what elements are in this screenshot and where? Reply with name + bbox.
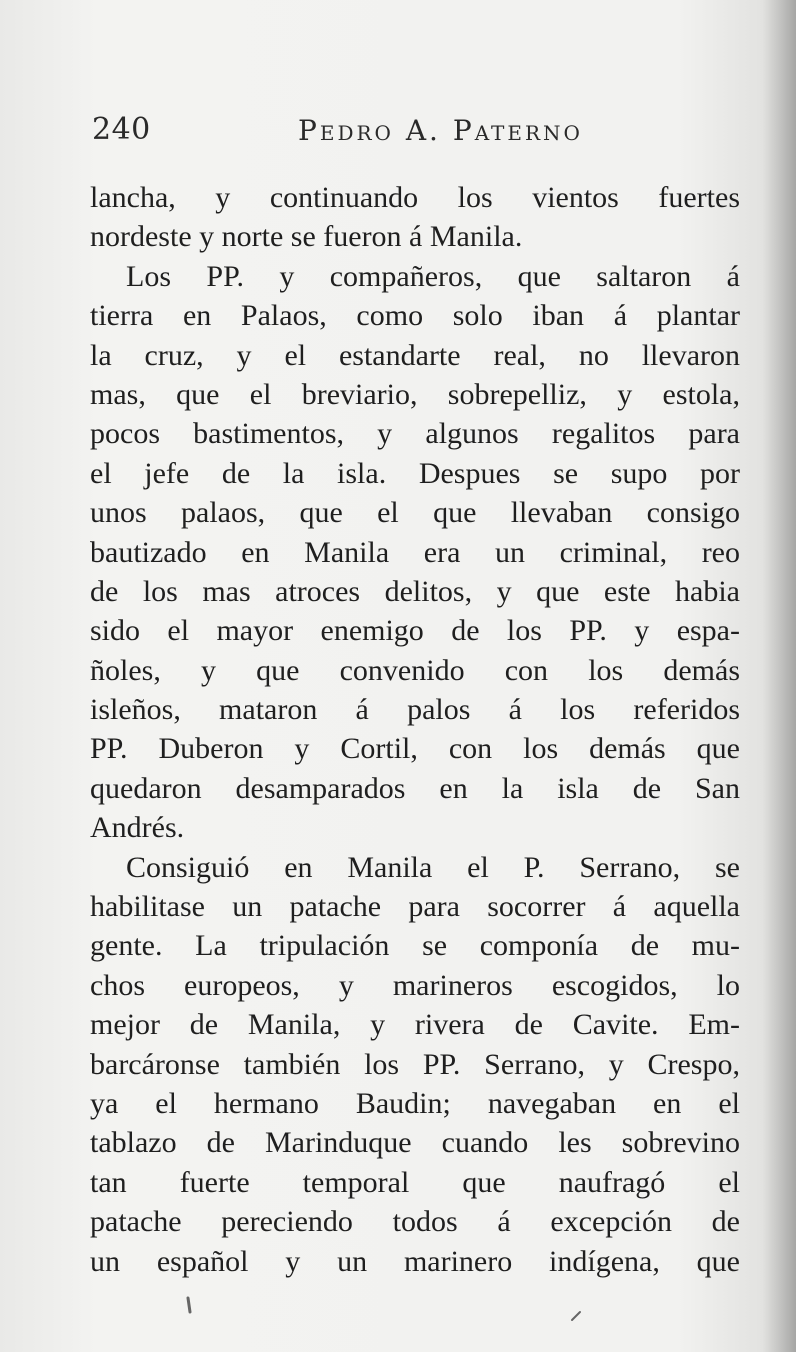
page-number: 240: [92, 112, 151, 147]
text-line: pocos bastimentos, y algunos regalitos para: [90, 417, 740, 451]
ink-speck-mark: [188, 1298, 190, 1312]
page-header: [92, 108, 742, 154]
text-line: mejor de Manila, y rivera de Cavite. Em-: [90, 1008, 740, 1042]
text-line: isleños, mataron á palos á los referidos: [90, 693, 740, 727]
text-line: patache pereciendo todos á excepción de: [90, 1205, 740, 1239]
text-line: tierra en Palaos, como solo iban á plantar: [90, 299, 740, 333]
text-line: mas, que el breviario, sobrepelliz, y estola,: [90, 377, 740, 411]
text-line: gente. La tripulación se componía de mu-: [90, 929, 740, 963]
text-line: barcáronse también los PP. Serrano, y Crespo,: [90, 1047, 740, 1081]
text-line: bautizado en Manila era un criminal, reo: [90, 535, 740, 569]
ink-speck-mark: [572, 1312, 580, 1320]
text-line: Los PP. y compañeros, que saltaron á: [126, 259, 740, 293]
text-line: de los mas atroces delitos, y que este habia: [90, 574, 740, 608]
text-line: tan fuerte temporal que naufragó el: [90, 1165, 740, 1199]
text-line: tablazo de Marinduque cuando les sobrevino: [90, 1126, 740, 1160]
text-line: habilitase un patache para socorrer á aquella: [90, 890, 740, 924]
text-line: Consiguió en Manila el P. Serrano, se: [126, 850, 740, 884]
text-line: PP. Duberon y Cortil, con los demás que: [90, 732, 740, 766]
text-line: la cruz, y el estandarte real, no llevaron: [90, 338, 740, 372]
text-line: Andrés.: [90, 811, 185, 845]
text-line: chos europeos, y marineros escogidos, lo: [90, 968, 740, 1002]
text-line: el jefe de la isla. Despues se supo por: [90, 456, 740, 490]
text-line: ya el hermano Baudin; navegaban en el: [90, 1086, 740, 1120]
running-head: Pedro A. Paterno: [298, 114, 583, 147]
text-line: unos palaos, que el que llevaban consigo: [90, 496, 740, 530]
text-line: quedaron desamparados en la isla de San: [90, 771, 740, 805]
text-line: sido el mayor enemigo de los PP. y espa-: [90, 614, 740, 648]
text-line: lancha, y continuando los vientos fuertes: [90, 181, 740, 214]
text-line: un español y un marinero indígena, que: [90, 1244, 740, 1278]
text-line: nordeste y norte se fueron á Manila.: [90, 220, 523, 254]
page-edge-shadow: [762, 0, 796, 1352]
text-line: ñoles, y que convenido con los demás: [90, 653, 740, 687]
body-text: [90, 178, 740, 1281]
